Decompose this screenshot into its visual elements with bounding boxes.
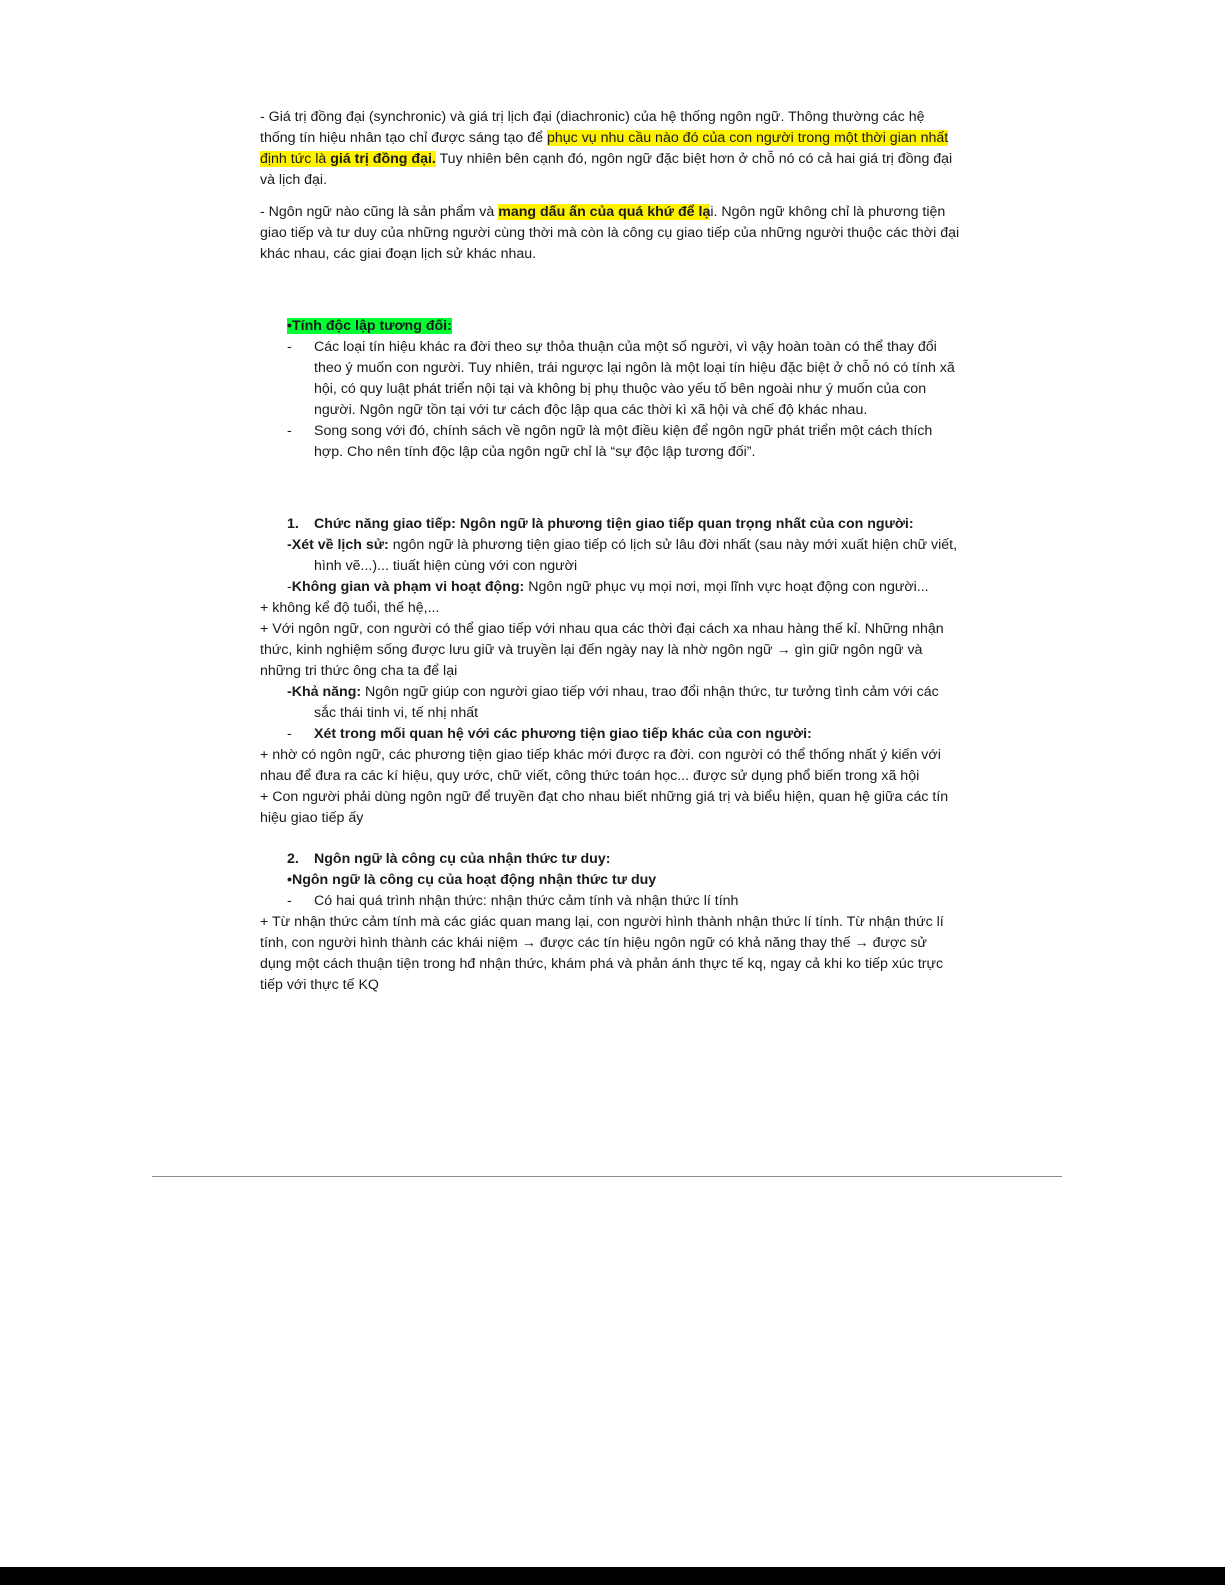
- highlight-green-heading: •Tính độc lập tương đối:: [287, 318, 452, 334]
- dash-prefix: -: [287, 579, 292, 595]
- highlight-yellow-bold: mang dấu ấn của quá khứ để lạ: [498, 204, 711, 220]
- plus-line: + không kể độ tuổi, thế hệ,...: [260, 600, 440, 616]
- text-run: Tuy nhiên bên cạnh đó, ngôn ngữ đặc biệt hơn ở chỗ nó có cả hai giá trị đồng đại và lịch đại.: [260, 151, 953, 188]
- paragraph-history: [260, 535, 960, 577]
- dash-marker: -: [287, 893, 292, 909]
- list-item-text: Các loại tín hiệu khác ra đời theo sự thỏa thuận của một số người, vì vậy hoàn toàn có thể thay đổi theo ý muốn con người. Tuy nhiên, trái ngược lại ngôn là một loại tín hiệu đặc biệt ở chỗ nó có tính xã hội, có quy luật phát triển nội tại và không bị phụ thuộc vào yếu tố bên ngoài như ý muốn của con người. Ngôn ngữ tồn tại với tư cách độc lập qua các thời kì xã hội và chế độ khác nhau.: [314, 339, 955, 418]
- paragraph-synchronic: [260, 107, 960, 191]
- numbered-heading-communication: [260, 514, 960, 535]
- plus-line: + Với ngôn ngữ, con người có thể giao tiếp với nhau qua các thời đại cách xa nhau hàng thế kỉ. Những nhận thức, kinh nghiệm sống được lưu giữ và truyền lại đến ngày nay là nhờ ngôn ngữ → gìn giữ ngôn ngữ và những tri thức ông cha ta để lại: [260, 621, 944, 679]
- numbered-heading-cognition: [260, 849, 960, 870]
- document-body: [260, 107, 960, 996]
- paragraph-ability: [260, 682, 960, 724]
- bold-subheading: •Ngôn ngữ là công cụ của hoạt động nhận thức tư duy: [287, 872, 657, 888]
- list-item: [260, 421, 960, 463]
- sub-heading: [260, 870, 960, 891]
- text-run: - Ngôn ngữ nào cũng là sản phẩm và: [260, 204, 499, 220]
- paragraph-space-scope: [260, 577, 960, 598]
- list-number: 1.: [287, 516, 299, 532]
- text-run: i. Ngôn ngữ không chỉ là phương tiện giao tiếp và tư duy của những người cùng thời mà còn là công cụ giao tiếp của những người thuộc các thời đại khác nhau, các giai đoạn lịch sử khác nhau.: [260, 204, 960, 262]
- text-run: ngôn ngữ là phương tiện giao tiếp có lịch sử lâu đời nhất (sau này mới xuất hiện chữ viết, hình vẽ...)... tiuất hiện cùng với con người: [314, 537, 958, 574]
- bold-label: -Khả năng:: [287, 684, 362, 700]
- list-item-text: Có hai quá trình nhận thức: nhận thức cảm tính và nhận thức lí tính: [314, 893, 739, 909]
- bottom-bar: [0, 1567, 1225, 1585]
- bold-label: Xét trong mối quan hệ với các phương tiện giao tiếp khác của con người:: [314, 726, 812, 742]
- section-heading-independence: [260, 316, 960, 337]
- heading-text: Chức năng giao tiếp: Ngôn ngữ là phương tiện giao tiếp quan trọng nhất của con người:: [314, 516, 914, 532]
- dash-marker: -: [287, 423, 292, 439]
- list-item: [260, 337, 960, 421]
- list-item: [260, 891, 960, 912]
- highlight-yellow: phục vụ nhu cầu nào đó của con người trong một thời gian nhất định tức là: [260, 130, 949, 167]
- page-divider: [152, 1176, 1062, 1177]
- bold-label: Không gian và phạm vi hoạt động:: [291, 579, 525, 595]
- text-run: - Giá trị đồng đại (synchronic) và giá trị lịch đại (diachronic) của hệ thống ngôn ngữ. Thông thường các hệ thống tín hiệu nhân tạo chỉ được sáng tạo để: [260, 109, 925, 146]
- dash-marker: -: [287, 726, 292, 742]
- paragraph-past-imprint: [260, 202, 960, 265]
- bold-label: -Xét về lịch sử:: [287, 537, 389, 553]
- list-number: 2.: [287, 851, 299, 867]
- plus-line: + Từ nhận thức cảm tính mà các giác quan mang lại, con người hình thành nhận thức lí tính. Từ nhận thức lí tính, con người hình thành các khái niệm → được các tín hiệu ngôn ngữ có khả năng thay thế → được sử dụng một cách thuận tiện trong hđ nhận thức, khám phá và phản ánh thực tế kq, ngay cả khi ko tiếp xúc trực tiếp với thực tế KQ: [260, 914, 944, 993]
- list-item-text: Song song với đó, chính sách về ngôn ngữ là một điều kiện để ngôn ngữ phát triển một cách thích hợp. Cho nên tính độc lập của ngôn ngữ chỉ là “sự độc lập tương đối”.: [314, 423, 933, 460]
- plus-line: + nhờ có ngôn ngữ, các phương tiện giao tiếp khác mới được ra đời. con người có thể thống nhất ý kiến với nhau để đưa ra các kí hiệu, quy ước, chữ viết, công thức toán học... được sử dụng phổ biến trong xã hội: [260, 747, 941, 784]
- text-run: Ngôn ngữ giúp con người giao tiếp với nhau, trao đổi nhận thức, tư tưởng tình cảm với các sắc thái tinh vi, tế nhị nhất: [314, 684, 939, 721]
- dash-marker: -: [287, 339, 292, 355]
- list-item: [260, 724, 960, 745]
- text-run: Ngôn ngữ phục vụ mọi nơi, mọi lĩnh vực hoạt động con người...: [524, 579, 929, 595]
- plus-line: + Con người phải dùng ngôn ngữ để truyền đạt cho nhau biết những giá trị và biểu hiện, quan hệ giữa các tín hiệu giao tiếp ấy: [260, 789, 949, 826]
- highlight-yellow-bold: giá trị đồng đại.: [330, 151, 436, 167]
- heading-text: Ngôn ngữ là công cụ của nhận thức tư duy:: [314, 851, 611, 867]
